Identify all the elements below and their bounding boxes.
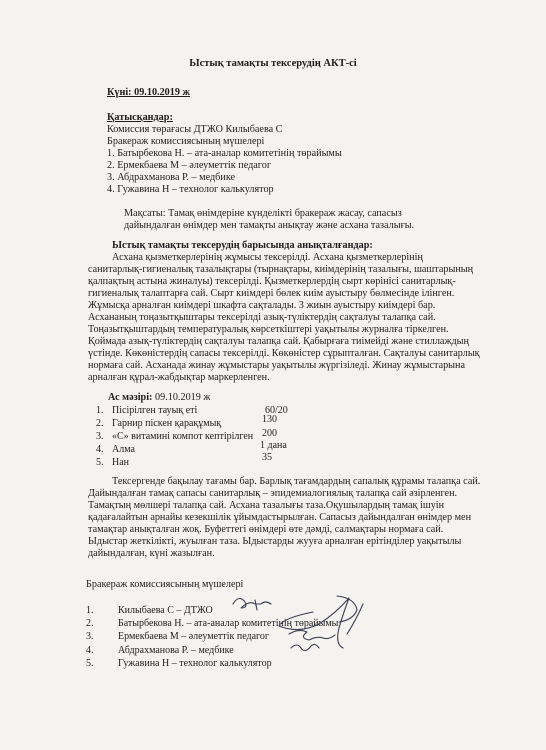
signature-member: Батырбекова Н. – ата-аналар комитетінің төрайымы <box>118 618 339 629</box>
menu-item-number: 2. <box>96 418 104 429</box>
menu-item-number: 3. <box>96 431 104 442</box>
menu-item-name: Гарнир піскен қарақұмық <box>112 418 222 429</box>
menu-item-value: 35 <box>262 452 272 463</box>
signature-number: 2. <box>86 618 94 629</box>
conclusion-line: қадағалайтын арнайы кезекшілік ұйымдастырылған. Сапасыз дайындалған өнімдер мен <box>88 512 472 523</box>
participants-heading: Қатысқандар: <box>107 112 173 123</box>
signature-member: Гужавина Н – технолог калькулятор <box>118 658 272 669</box>
findings-line: үстінде. Көкөністердің сапасы тексерілді. Көкөністер сұрыпталған. Сақталуы санитарлық <box>88 348 480 359</box>
signatures-heading: Бракераж комиссиясының мүшелері <box>86 579 244 590</box>
participant-line: 3. Абдрахманова Р. – медбике <box>107 172 236 183</box>
menu-item-value: 130 <box>262 414 277 425</box>
participant-line: Комиссия төрағасы ДТЖО Килыбаева С <box>107 124 283 135</box>
menu-item-value: 60/20 <box>265 405 288 416</box>
signature-number: 4. <box>86 645 94 656</box>
document-date: Күні: 09.10.2019 ж <box>107 87 190 98</box>
conclusion-line: дайындалған, күні жазылған. <box>88 548 215 559</box>
menu-item-name: «С» витамині компот кептірілген <box>112 431 254 442</box>
findings-line: Асхана қызметкерлерінің жұмысы тексерілді. Асхана қызметкерлерінің <box>112 252 423 263</box>
conclusion-line: тамақтар анықталған жоқ. Буфеттегі өнімдері өте дәмді, салмақтары нормаға сай. <box>88 524 444 535</box>
purpose-line: дайындалған өнімдер мен тамақты анықтау және асхана тазалығы. <box>124 220 415 231</box>
findings-line: арналған құрал-жабдықтар маркерленген. <box>88 372 270 383</box>
menu-heading-row <box>108 392 210 404</box>
signature-member: Килыбаева С – ДТЖО <box>118 605 213 616</box>
participant-line: Бракераж комиссиясының мүшелері <box>107 136 265 147</box>
conclusion-line: Дайындалған тамақ сапасы санитарлық – эпидемиалогиялық талапқа сай әзірленген. <box>88 488 458 499</box>
signature-member: Ермекбаева М – әлеуметтік педагог <box>118 631 269 642</box>
conclusion-line: Ыдыстар жеткілікті, жуылған таза. Ыдыстарды жууға арналған ерітінділер уақытылы <box>88 536 462 547</box>
findings-line: Асхананың тоңазытқыштары тексерілді азық-түліктердің сақталуы талапқа сай. <box>88 312 436 323</box>
menu-item-number: 1. <box>96 405 104 416</box>
signature-stroke <box>291 644 319 650</box>
document-title: Ыстық тамақты тексерудің АКТ-сі <box>189 58 357 69</box>
menu-heading: Ас мәзірі: <box>108 392 153 403</box>
menu-item-name: Пісірілген тауық еті <box>112 405 198 416</box>
signature-stroke <box>347 604 363 634</box>
signature-number: 3. <box>86 631 94 642</box>
findings-line: қалпақтың астына жиналуы) тексерілді. Қызметкерлердің сырт көрінісі санитарлық- <box>88 276 456 287</box>
menu-item-number: 4. <box>96 444 104 455</box>
signature-stroke <box>289 630 335 640</box>
menu-item-number: 5. <box>96 457 104 468</box>
findings-line: Жұмысқа арналған киімдері шкафта сақталады. 3 жиын ауыстыру киімдері бар. <box>88 300 436 311</box>
participant-line: 4. Гужавина Н – технолог калькулятор <box>107 184 274 195</box>
menu-item-name: Алма <box>112 444 135 455</box>
conclusion-line: Тамақтың мөлшері талапқа сай. Асхана тазалығы таза.Оқушылардың тамақ ішуін <box>88 500 445 511</box>
signature-stroke <box>233 598 271 608</box>
signature-member: Абдрахманова Р. – медбике <box>118 645 234 656</box>
findings-line: Қоймада азық-түліктердің сақталуы талапқа сай. Қабырғаға тиімейді және стиллаждың <box>88 336 469 347</box>
menu-date: 09.10.2019 ж <box>152 392 211 403</box>
menu-item-name: Нан <box>112 457 130 468</box>
menu-item-value: 1 дана <box>260 440 287 451</box>
findings-line: гигиеналық талаптарға сай. Сырт киімдері бөлек киім ауыстыру бөлмесінде ілінген. <box>88 288 455 299</box>
signature-stroke <box>337 596 357 622</box>
findings-line: Тоңазытқыштардың температуралық көрсеткіштері уақытылы журналға тіркелген. <box>88 324 449 335</box>
signature-number: 1. <box>86 605 94 616</box>
signature-stroke <box>255 600 257 610</box>
participant-line: 2. Ермекбаева М – әлеуметтік педагог <box>107 160 272 171</box>
participant-line: 1. Батырбекова Н. – ата-аналар комитетінің төрайымы <box>107 148 342 159</box>
conclusion-line: Тексергенде бақылау тағамы бар. Барлық тағамдардың сапалық құрамы талапқа сай. <box>112 476 481 487</box>
menu-item-value: 200 <box>262 428 277 439</box>
signature-number: 5. <box>86 658 94 669</box>
findings-line: нормаға сай. Асханада жинау жұмыстары уақытылы жүргізіледі. Жинау жұмыстарына <box>88 360 466 371</box>
findings-line: санитарлық-гигиеналық тазалықтары (тырнақтары, киімдерінің тазалығы, шаштарының <box>88 264 474 275</box>
purpose-line: Мақсаты: Тамақ өнімдеріне күнделікті бракераж жасау, сапасыз <box>124 208 402 219</box>
findings-heading: Ыстық тамақты тексерудің барысында анықталғандар: <box>112 240 373 251</box>
